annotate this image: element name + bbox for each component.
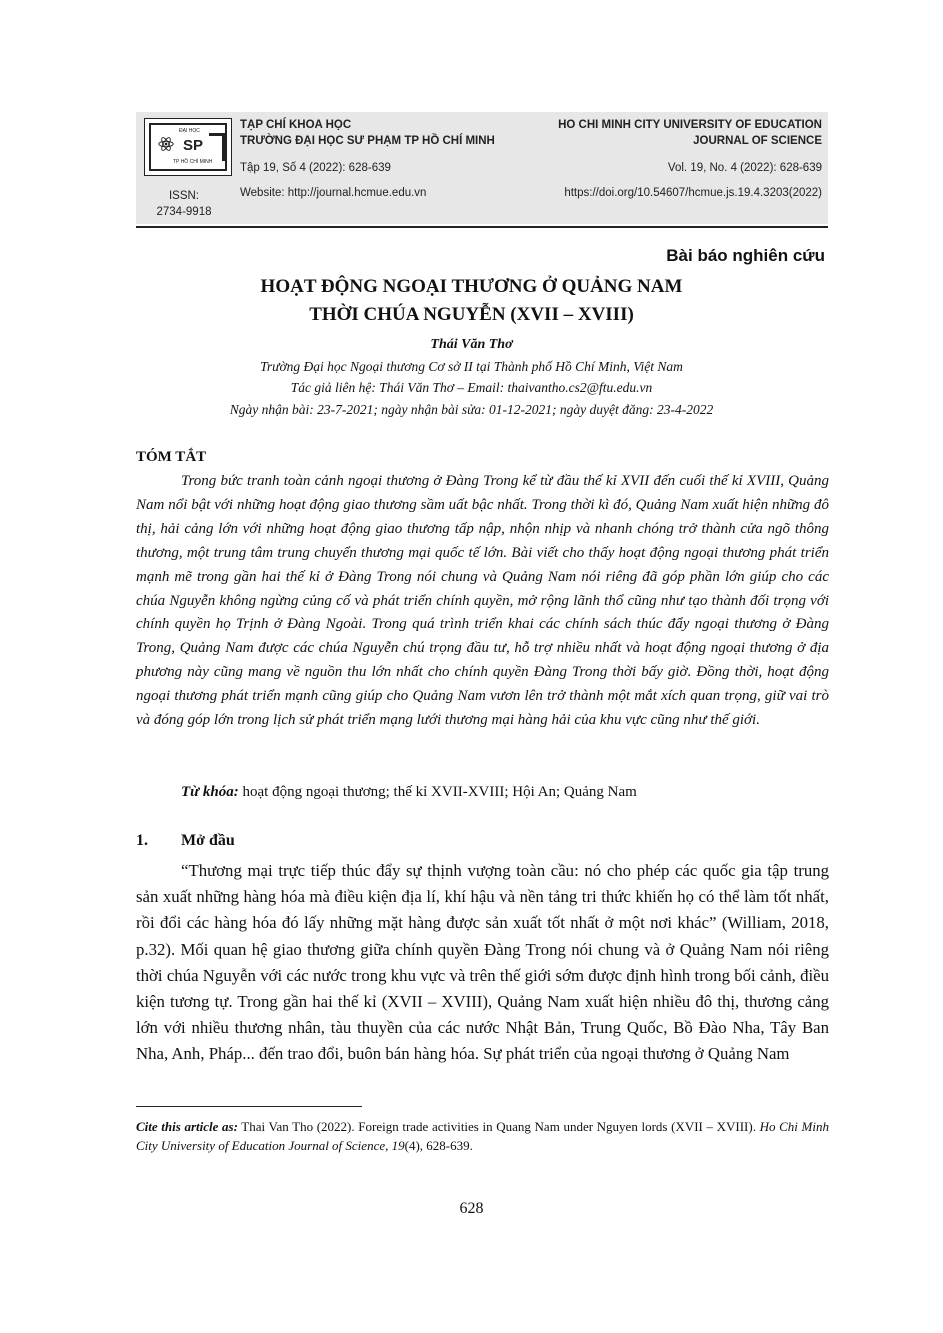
journal-name-en-2: JOURNAL OF SCIENCE <box>693 135 822 147</box>
article-type: Bài báo nghiên cứu <box>666 246 825 265</box>
abstract-text: Trong bức tranh toàn cảnh ngoại thương ở Đàng Trong kể từ đầu thế kỉ XVII đến cuối thế kỉ XVIII, Quảng Nam nổi bật với những hoạt động giao thương sầm uất bậc nhất. Trong thời kì đó, Quảng Nam xuất hiện những đô thị, hải cảng lớn với những hoạt động giao thương tấp nập, nhộn nhịp và nhanh chóng trở thành cửa ngõ thông thương, một trung tâm trung chuyển thương mại quốc tế lớn. Bài viết cho thấy hoạt động ngoại thương phát triển mạnh mẽ trong gần hai thế kỉ ở Đàng Trong nói chung và Quảng Nam nói riêng đã góp phần lớn giúp cho các chúa Nguyễn không ngừng củng cố và phát triển chính quyền, mở rộng lãnh thổ cũng như tạo thành đối trọng với chính quyền họ Trịnh ở Đàng Ngoài. Trong quá trình triển khai các chính sách thúc đẩy ngoại thương ở Đàng Trong, Quảng Nam được các chúa Nguyễn chú trọng đầu tư, hỗ trợ nhiều nhất và hoạt động ngoại thương ở địa phương này cũng mang về nguồn thu lớn nhất cho chính quyền Đàng Trong thời bấy giờ. Đồng thời, hoạt động ngoại thương phát triển mạnh cũng giúp cho Quảng Nam vươn lên trở thành một mắt xích quan trọng, giữ vai trò và đóng góp lớn trong lịch sử phát triển mạng lưới thương mại hàng hải của khu vực cũng như thế giới. <box>136 473 829 729</box>
keywords <box>181 784 637 801</box>
atom-icon <box>157 135 175 153</box>
corresponding-author: Tác giả liên hệ: Thái Văn Thơ – Email: thaivantho.cs2@ftu.edu.vn <box>290 380 653 395</box>
issn-value: 2734-9918 <box>156 206 212 218</box>
logo-bottom-text: TP HỒ CHÍ MINH <box>173 159 213 165</box>
article-title-line2: THỜI CHÚA NGUYỄN (XVII – XVIII) <box>309 304 634 325</box>
abstract-heading: TÓM TẮT <box>136 449 207 465</box>
website-link[interactable]: Website: http://journal.hcmue.edu.vn <box>240 187 427 199</box>
logo-top-text: ĐẠI HỌC <box>179 128 200 134</box>
header-divider <box>136 226 828 228</box>
logo-frame <box>149 123 227 171</box>
section-title: Mở đầu <box>181 832 235 849</box>
logo-g-shape <box>209 133 225 161</box>
university-logo <box>144 118 232 176</box>
volume-vn: Tập 19, Số 4 (2022): 628-639 <box>240 162 391 174</box>
doi-link[interactable]: https://doi.org/10.54607/hcmue.js.19.4.3203(2022) <box>564 187 822 199</box>
journal-name-vn-1: TẠP CHÍ KHOA HỌC <box>240 119 352 131</box>
keywords-list: hoạt động ngoại thương; thế kỉ XVII-XVIII; Hội An; Quảng Nam <box>242 784 637 800</box>
citation-end: (4), 628-639. <box>404 1138 473 1153</box>
section-number: 1. <box>136 832 148 849</box>
journal-name-en-1: HO CHI MINH CITY UNIVERSITY OF EDUCATION <box>558 119 822 131</box>
footnote-divider <box>136 1106 362 1107</box>
submission-dates: Ngày nhận bài: 23-7-2021; ngày nhận bài sửa: 01-12-2021; ngày duyệt đăng: 23-4-2022 <box>229 402 714 417</box>
volume-en: Vol. 19, No. 4 (2022): 628-639 <box>667 162 822 174</box>
section-body: “Thương mại trực tiếp thúc đẩy sự thịnh vượng toàn cầu: nó cho phép các quốc gia tập trung sản xuất những hàng hóa mà điều kiện địa lí, khí hậu và nền tảng tri thức khiến họ có thể làm tốt nhất, rồi đổi các hàng hóa đó lấy những mặt hàng được sản xuất tốt nhất ở một nơi khác” (William, 2018, p.32). Mối quan hệ giao thương giữa chính quyền Đàng Trong nói chung và ở Quảng Nam nói riêng thời chúa Nguyễn với các nước trong khu vực và trên thế giới sớm được định hình trong bối cảnh, điều kiện tương tự. Trong gần hai thế kỉ (XVII – XVIII), Quảng Nam xuất hiện nhiều đô thị, thương cảng lớn với nhiều thương nhân, tàu thuyền của các nước Nhật Bản, Trung Quốc, Bồ Đào Nha, Tây Ban Nha, Anh, Pháp... đến trao đổi, buôn bán hàng hóa. Sự phát triển của ngoại thương ở Quảng Nam <box>136 861 829 1064</box>
issn <box>140 188 228 220</box>
citation-note <box>136 1117 829 1155</box>
logo-sp-text: SP <box>183 137 204 154</box>
author-name: Thái Văn Thơ <box>430 337 513 352</box>
citation-text: Thai Van Tho (2022). Foreign trade activities in Quang Nam under Nguyen lords (XVII – XVIII). <box>237 1119 760 1134</box>
keywords-label: Từ khóa: <box>181 784 239 800</box>
citation-journal: Ho Chi Minh City University of Education Journal of Science, 19 <box>136 1119 829 1153</box>
issn-label: ISSN: <box>168 190 200 202</box>
citation-label: Cite this article as: <box>136 1119 238 1134</box>
journal-name-vn-2: TRƯỜNG ĐẠI HỌC SƯ PHẠM TP HỒ CHÍ MINH <box>240 135 495 147</box>
page-number: 628 <box>459 1200 484 1217</box>
article-title-line1: HOẠT ĐỘNG NGOẠI THƯƠNG Ở QUẢNG NAM <box>260 276 683 297</box>
affiliation: Trường Đại học Ngoại thương Cơ sở II tại Thành phố Hồ Chí Minh, Việt Nam <box>260 359 683 374</box>
